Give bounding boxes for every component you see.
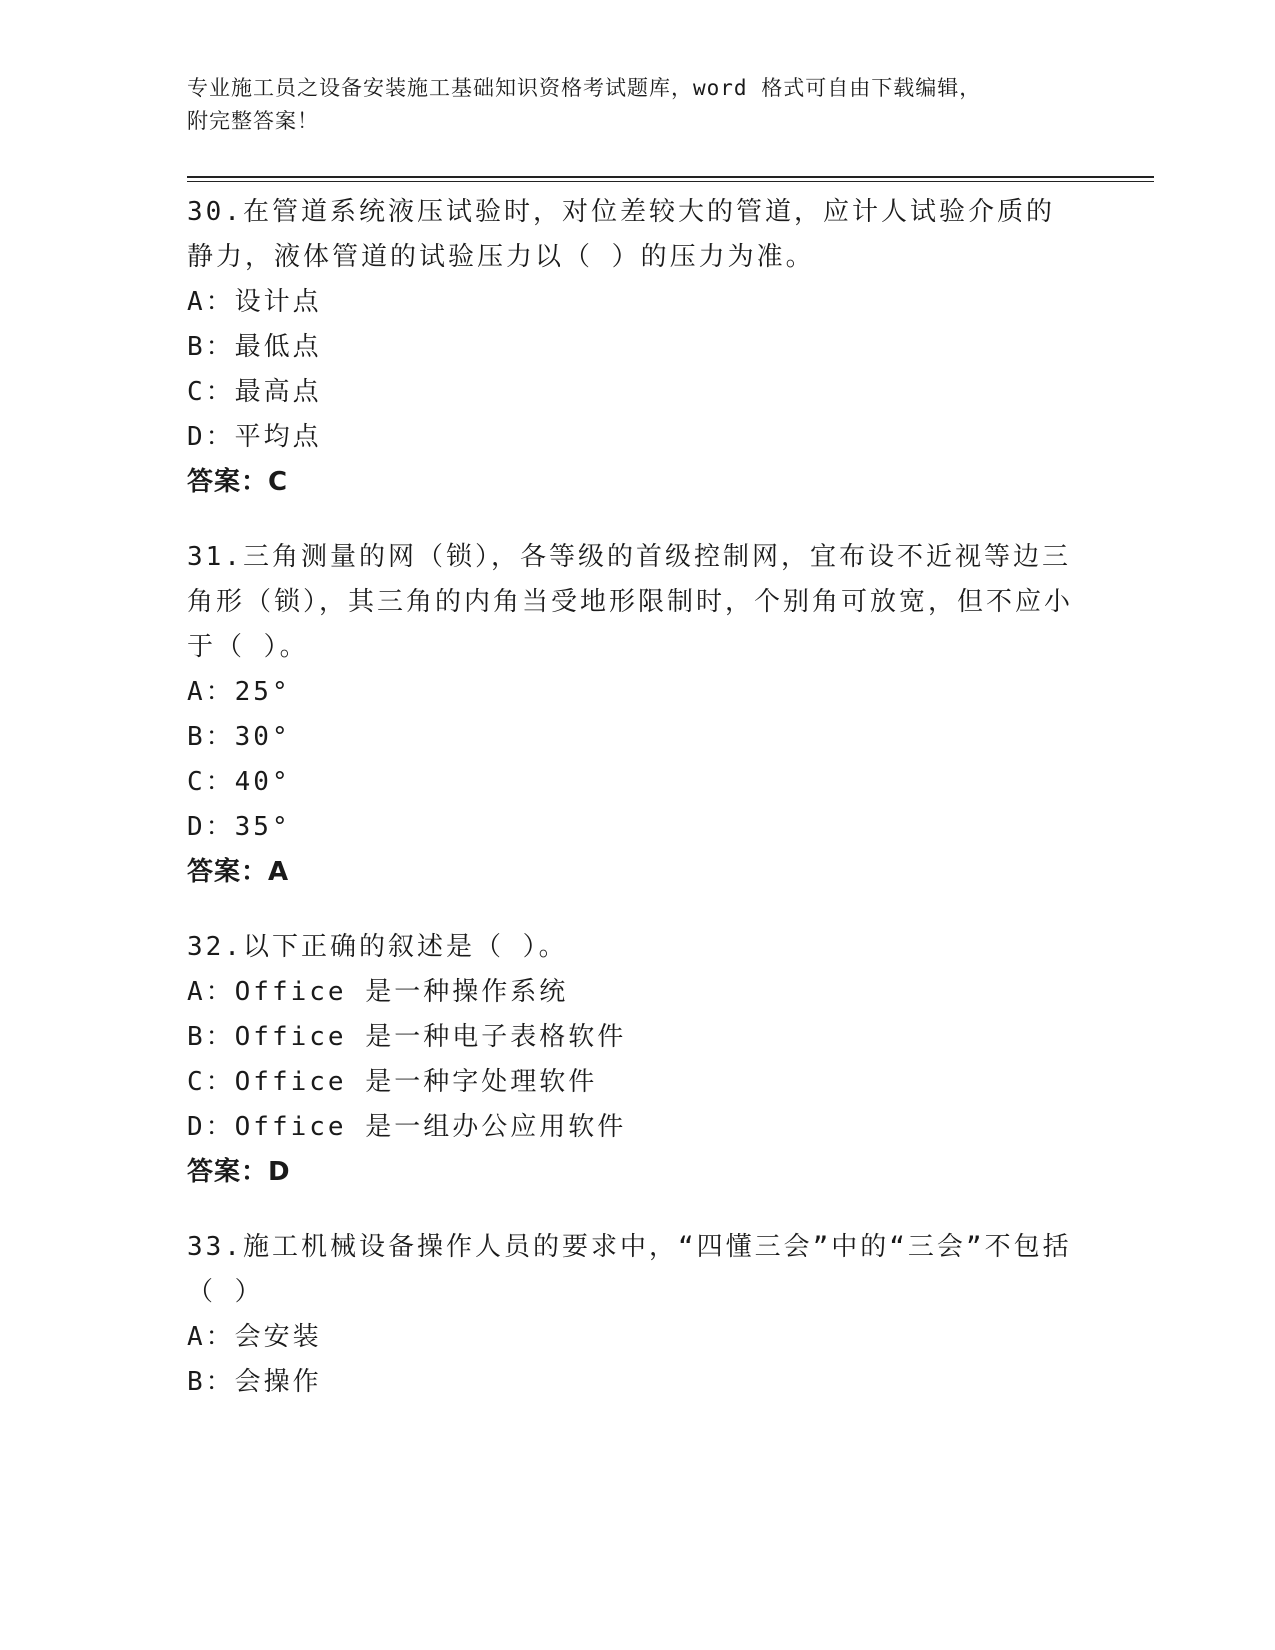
- question-stem: 33.施工机械设备操作人员的要求中，“四懂三会”中的“三会”不包括（ ）: [187, 1232, 1072, 1307]
- question-33: [187, 1225, 1087, 1405]
- option-d: D：Office 是一组办公应用软件: [187, 1112, 627, 1142]
- option-b: B：会操作: [187, 1367, 322, 1397]
- option-c: C：40°: [187, 767, 291, 797]
- question-stem: 32.以下正确的叙述是（ ）。: [187, 932, 568, 962]
- header-line-1: 专业施工员之设备安装施工基础知识资格考试题库，word 格式可自由下载编辑，: [187, 76, 982, 100]
- question-30: [187, 190, 1087, 505]
- document-header: [187, 72, 1067, 138]
- option-a: A：设计点: [187, 287, 322, 317]
- header-line-2: 附完整答案！: [187, 109, 319, 133]
- answer: 答案：C: [187, 467, 289, 497]
- question-list: [187, 190, 1087, 1435]
- question-32: [187, 925, 1087, 1195]
- option-a: A：Office 是一种操作系统: [187, 977, 569, 1007]
- option-b: B：Office 是一种电子表格软件: [187, 1022, 627, 1052]
- option-c: C：最高点: [187, 377, 322, 407]
- option-d: D：35°: [187, 812, 291, 842]
- option-d: D：平均点: [187, 422, 322, 452]
- header-divider-bottom: [187, 181, 1154, 182]
- option-a: A：25°: [187, 677, 291, 707]
- question-stem: 30.在管道系统液压试验时，对位差较大的管道，应计人试验介质的静力，液体管道的试验压力以（ ）的压力为准。: [187, 197, 1055, 272]
- option-c: C：Office 是一种字处理软件: [187, 1067, 598, 1097]
- question-31: [187, 535, 1087, 895]
- option-a: A：会安装: [187, 1322, 322, 1352]
- option-b: B：30°: [187, 722, 291, 752]
- answer: 答案：A: [187, 857, 290, 887]
- option-b: B：最低点: [187, 332, 322, 362]
- header-divider-top: [187, 176, 1154, 178]
- question-stem: 31.三角测量的网（锁），各等级的首级控制网，宜布设不近视等边三角形（锁），其三角的内角当受地形限制时，个别角可放宽，但不应小于（ ）。: [187, 542, 1074, 662]
- answer: 答案：D: [187, 1157, 291, 1187]
